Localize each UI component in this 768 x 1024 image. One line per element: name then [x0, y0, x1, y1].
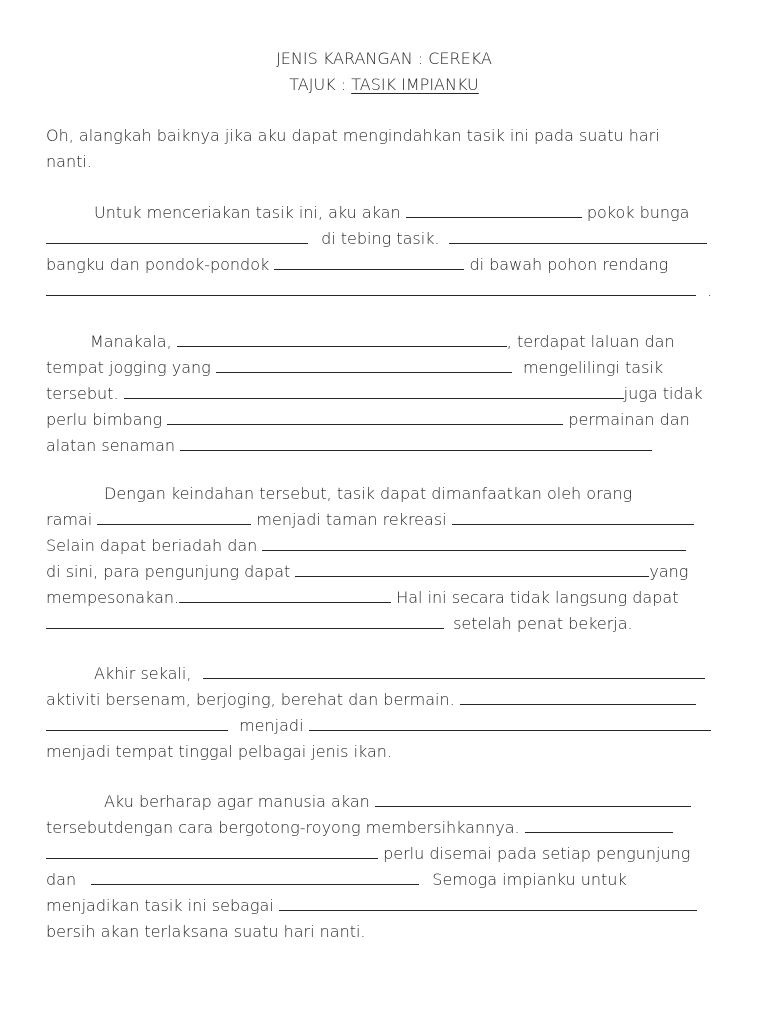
p3-text-a: Dengan keindahan tersebut, tasik dapat dimanfaatkan oleh orang — [104, 484, 633, 503]
p5-text-e: Semoga impianku untuk — [432, 870, 627, 889]
p5-text-g: bersih akan terlaksana suatu hari nanti. — [46, 922, 366, 941]
p3-line-1 — [104, 484, 632, 504]
p5-line-4 — [46, 870, 627, 890]
p2-text-c: tempat jogging yang — [46, 358, 211, 377]
p5-line-2 — [46, 818, 673, 838]
blank[interactable] — [460, 690, 696, 705]
blank[interactable] — [46, 844, 378, 859]
title-value: TASIK IMPIANKU — [351, 75, 479, 94]
p3-text-c: menjadi taman rekreasi — [256, 510, 447, 529]
p2-text-a: Manakala, — [90, 332, 172, 351]
p1-text-b: pokok bunga — [586, 203, 690, 222]
p4-line-2 — [46, 690, 696, 710]
p5-text-a: Aku berharap agar manusia akan — [104, 792, 370, 811]
p3-text-f: yang — [649, 562, 689, 581]
title-label: TAJUK : — [289, 75, 352, 94]
blank[interactable] — [449, 229, 707, 244]
p5-line-6 — [46, 922, 366, 942]
p3-text-h: Hal ini secara tidak langsung dapat — [396, 588, 679, 607]
blank[interactable] — [525, 818, 673, 833]
blank[interactable] — [180, 436, 652, 451]
blank[interactable] — [46, 281, 696, 296]
blank[interactable] — [179, 588, 391, 603]
p2-line-3 — [46, 384, 703, 404]
p5-text-d: dan — [46, 870, 77, 889]
p3-line-4 — [46, 562, 688, 582]
essay-title — [0, 75, 768, 95]
p2-text-b: , terdapat laluan dan — [506, 332, 675, 351]
p1-line-4 — [46, 281, 712, 301]
intro-line-1 — [46, 126, 660, 146]
blank[interactable] — [167, 410, 563, 425]
p3-line-5 — [46, 588, 678, 608]
blank[interactable] — [91, 870, 419, 885]
p2-text-g: perlu bimbang — [46, 410, 163, 429]
blank[interactable] — [97, 510, 251, 525]
p2-line-5 — [46, 436, 652, 456]
p1-line-3 — [46, 255, 668, 275]
p2-text-h: permainan dan — [568, 410, 690, 429]
blank[interactable] — [279, 896, 697, 911]
p2-text-f: juga tidak — [623, 384, 703, 403]
intro-text-2: nanti. — [46, 152, 92, 171]
blank[interactable] — [203, 664, 705, 679]
p4-line-4 — [46, 742, 392, 762]
p3-text-e: di sini, para pengunjung dapat — [46, 562, 291, 581]
p4-text-d: menjadi tempat tinggal pelbagai jenis ikan. — [46, 742, 393, 761]
p5-text-f: menjadikan tasik ini sebagai — [46, 896, 274, 915]
blank[interactable] — [46, 614, 444, 629]
p2-text-e: tersebut. — [46, 384, 119, 403]
p3-text-i: setelah penat bekerja. — [453, 614, 633, 633]
blank[interactable] — [216, 358, 512, 373]
p2-line-1 — [90, 332, 675, 352]
p3-text-d: Selain dapat beriadah dan — [46, 536, 258, 555]
blank[interactable] — [262, 536, 686, 551]
p4-text-a: Akhir sekali, — [94, 664, 192, 683]
p5-line-5 — [46, 896, 697, 916]
blank[interactable] — [309, 716, 711, 731]
p4-text-b: aktiviti bersenam, berjoging, berehat dan bermain. — [46, 690, 455, 709]
p3-line-6 — [46, 614, 633, 634]
p1-text-c: di tebing tasik. — [321, 229, 440, 248]
p1-text-d: bangku dan pondok-pondok — [46, 255, 270, 274]
blank[interactable] — [177, 332, 507, 347]
p3-line-2 — [46, 510, 694, 530]
p1-line-1 — [94, 203, 689, 223]
blank[interactable] — [46, 716, 228, 731]
essay-genre — [0, 49, 768, 69]
p5-text-b: tersebutdengan cara bergotong-royong membersihkannya. — [46, 818, 520, 837]
blank[interactable] — [375, 792, 691, 807]
p3-line-3 — [46, 536, 686, 556]
p2-line-4 — [46, 410, 690, 430]
p2-text-i: alatan senaman — [46, 436, 176, 455]
p5-text-c: perlu disemai pada setiap pengunjung — [383, 844, 691, 863]
p4-line-1 — [94, 664, 705, 684]
genre-text: JENIS KARANGAN : CEREKA — [276, 49, 492, 68]
intro-text-1: Oh, alangkah baiknya jika aku dapat mengindahkan tasik ini pada suatu hari — [46, 126, 660, 145]
p1-text-e: di bawah pohon rendang — [469, 255, 669, 274]
intro-line-2 — [46, 152, 92, 172]
p1-line-2 — [46, 229, 707, 249]
p2-text-d: mengelilingi tasik — [522, 358, 664, 377]
p5-line-1 — [104, 792, 691, 812]
p1-text-a: Untuk menceriakan tasik ini, aku akan — [94, 203, 401, 222]
p3-text-b: ramai — [46, 510, 93, 529]
blank[interactable] — [295, 562, 649, 577]
p3-text-g: mempesonakan. — [46, 588, 180, 607]
p4-text-c: menjadi — [239, 716, 304, 735]
p2-line-2 — [46, 358, 663, 378]
blank[interactable] — [46, 229, 308, 244]
p5-line-3 — [46, 844, 690, 864]
blank[interactable] — [406, 203, 582, 218]
blank[interactable] — [274, 255, 464, 270]
blank[interactable] — [124, 384, 624, 399]
blank[interactable] — [452, 510, 694, 525]
p4-line-3 — [46, 716, 711, 736]
p1-text-f: . — [707, 281, 713, 300]
